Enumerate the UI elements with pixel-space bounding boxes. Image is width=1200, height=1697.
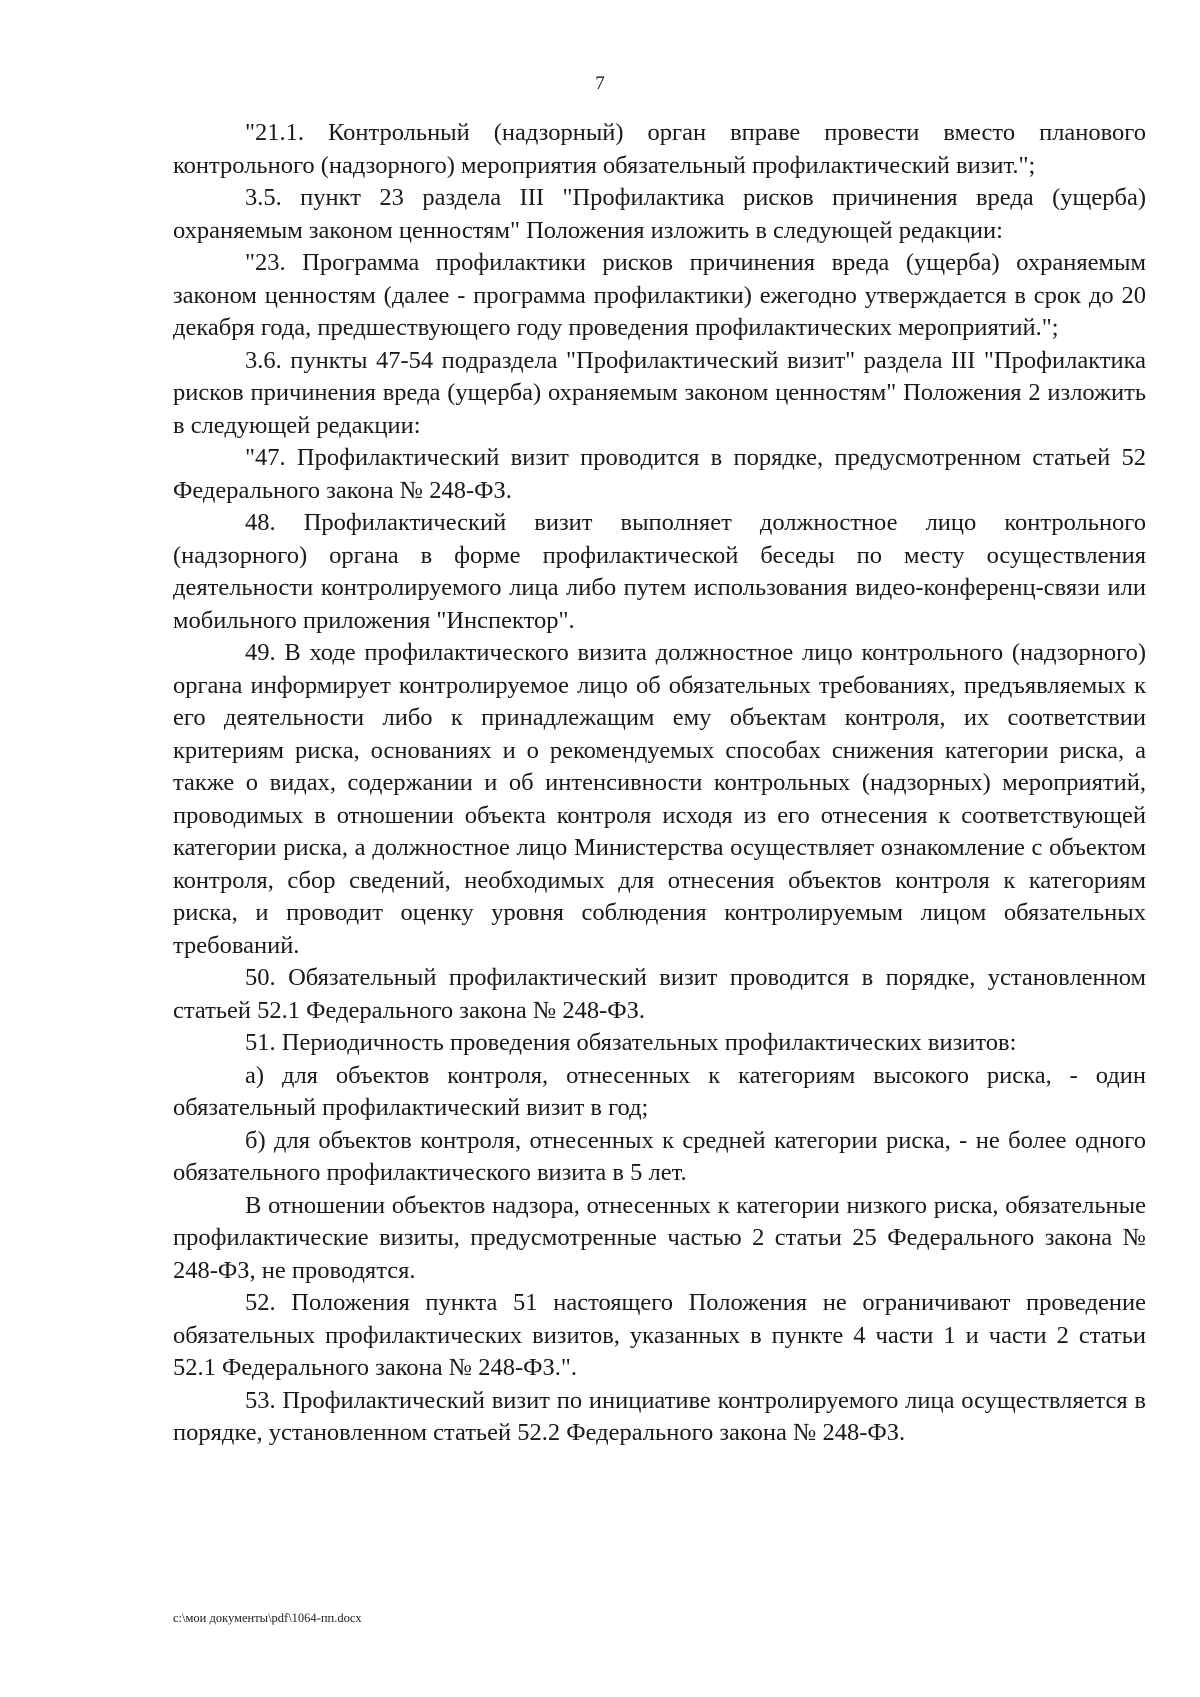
footer-file-path: c:\мои документы\pdf\1064-пп.docx (173, 1611, 362, 1625)
paragraph-3-6: 3.6. пункты 47-54 подраздела "Профилактический визит" раздела III "Профилактика рисков причинения вреда (ущерба) охраняемым законом ценностям" Положения 2 изложить в следующей редакции: (173, 346, 1146, 439)
paragraph-50: 50. Обязательный профилактический визит проводится в порядке, установленном статьей 52.1 Федерального закона № 248-ФЗ. (173, 964, 1146, 1024)
document-body (173, 117, 1146, 1450)
paragraph-low-risk: В отношении объектов надзора, отнесенных к категории низкого риска, обязательные профилактические визиты, предусмотренные частью 2 статьи 25 Федерального закона № 248-ФЗ, не проводятся. (173, 1191, 1146, 1284)
page-number: 7 (595, 73, 605, 94)
paragraph-3-5: 3.5. пункт 23 раздела III "Профилактика рисков причинения вреда (ущерба) охраняемым законом ценностям" Положения изложить в следующей редакции: (173, 184, 1146, 244)
paragraph-47: "47. Профилактический визит проводится в порядке, предусмотренном статьей 52 Федерального закона № 248-ФЗ. (173, 444, 1146, 504)
paragraph-23: "23. Программа профилактики рисков причинения вреда (ущерба) охраняемым законом ценностям (далее - программа профилактики) ежегодно утверждается в срок до 20 декабря года, предшествующего году проведения профилактических мероприятий."; (173, 249, 1146, 341)
paragraph-52: 52. Положения пункта 51 настоящего Положения не ограничивают проведение обязательных профилактических визитов, указанных в пункте 4 части 1 и части 2 статьи 52.1 Федерального закона № 248-ФЗ.". (173, 1289, 1146, 1381)
paragraph-51-b: б) для объектов контроля, отнесенных к средней категории риска, - не более одного обязательного профилактического визита в 5 лет. (173, 1126, 1146, 1186)
paragraph-48: 48. Профилактический визит выполняет должностное лицо контрольного (надзорного) органа в форме профилактической беседы по месту осуществления деятельности контролируемого лица либо путем использования видео-конференц-связи или мобильного приложения "Инспектор". (173, 509, 1146, 634)
paragraph-53: 53. Профилактический визит по инициативе контролируемого лица осуществляется в порядке, установленном статьей 52.2 Федерального закона № 248-ФЗ. (173, 1386, 1146, 1446)
paragraph-21-1: "21.1. Контрольный (надзорный) орган вправе провести вместо планового контрольного (надзорного) мероприятия обязательный профилактический визит."; (173, 119, 1146, 179)
paragraph-49: 49. В ходе профилактического визита должностное лицо контрольного (надзорного) органа информирует контролируемое лицо об обязательных требованиях, предъявляемых к его деятельности либо к принадлежащим ему объектам контроля, их соответствии критериям риска, основаниях и о рекомендуемых способах снижения категории риска, а также о видах, содержании и об интенсивности контрольных (надзорных) мероприятий, проводимых в отношении объекта контроля исходя из его отнесения к соответствующей категории риска, а должностное лицо Министерства осуществляет ознакомление с объектом контроля, сбор сведений, необходимых для отнесения объектов контроля к категориям риска, и проводит оценку уровня соблюдения контролируемым лицом обязательных требований. (173, 639, 1146, 959)
paragraph-51-a: а) для объектов контроля, отнесенных к категориям высокого риска, - один обязательный профилактический визит в год; (173, 1061, 1146, 1121)
paragraph-51: 51. Периодичность проведения обязательных профилактических визитов: (245, 1029, 1017, 1056)
